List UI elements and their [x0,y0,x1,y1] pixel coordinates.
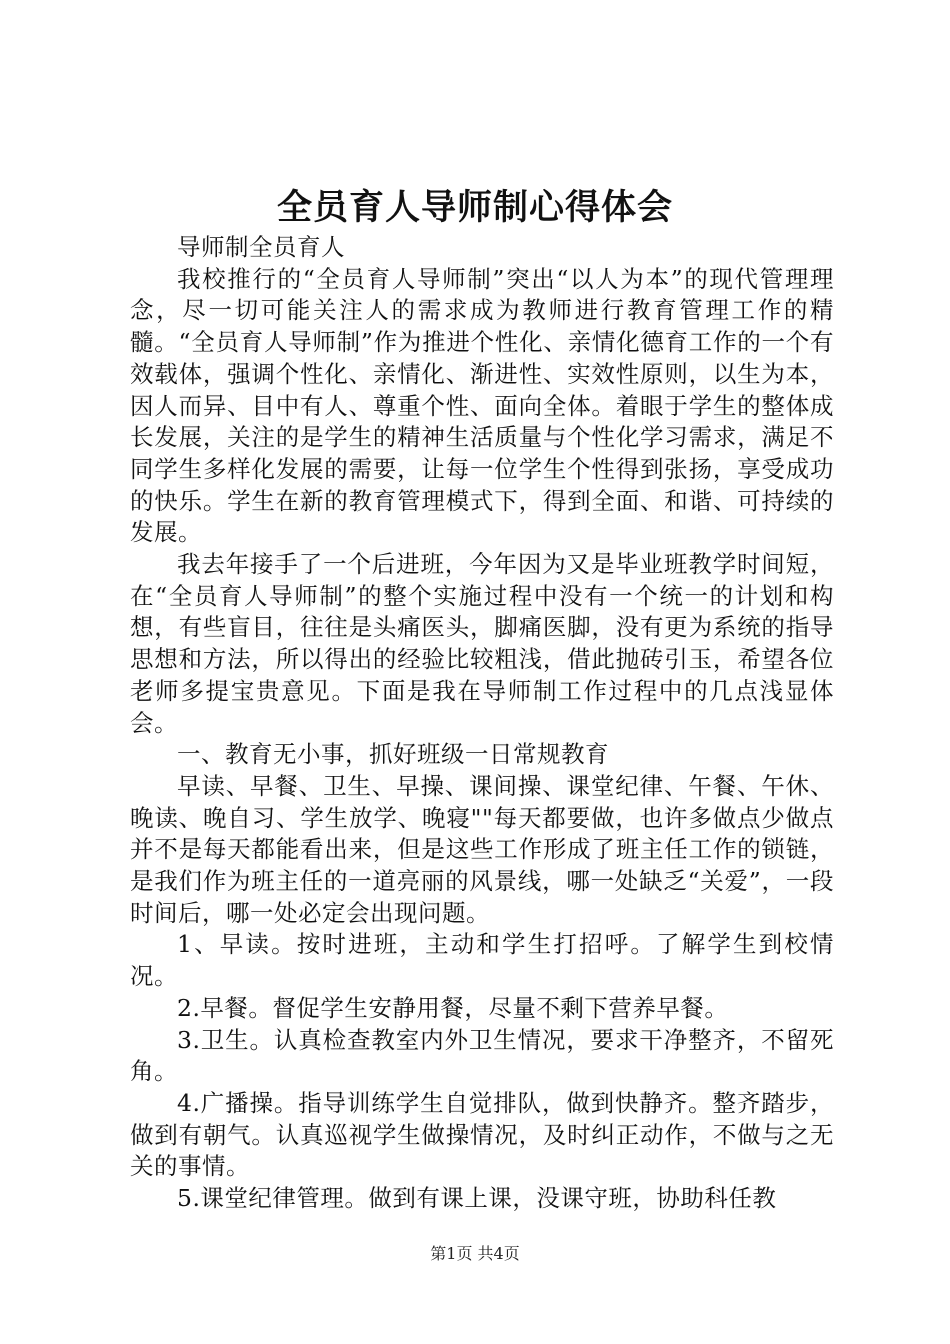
list-item-breakfast: 2.早餐。督促学生安静用餐，尽量不剩下营养早餐。 [177,993,729,1022]
document-title: 全员育人导师制心得体会 [276,188,673,228]
page-footer: 第1页 共4页 [430,1244,520,1263]
section-heading-1: 一、教育无小事，抓好班级一日常规教育 [177,740,609,769]
paragraph-subtitle: 导师制全员育人 [177,233,345,261]
paragraph-intro: 我校推行的“全员育人导师制”突出“以人为本”的现代管理理念，尽一切可能关注人的需求成为教师进行教育管理工作的精髓。“全员育人导师制”作为推进个性化、亲情化德育工作的一个有效载体，强调个性化、亲情化、渐进性、实效性原则，以生为本，因人而异、目中有人、尊重个性、面向全体。着眼于学生的整体成长发展，关注的是学生的精神生活质量与个性化学习需求，满足不同学生多样化发展的需要，让每一位学生个性得到张扬，享受成功的快乐。学生在新的教育管理模式下，得到全面、和谐、可持续的发展。 [130,264,834,547]
list-item-hygiene: 3.卫生。认真检查教室内外卫生情况，要求干净整齐，不留死角。 [130,1025,834,1086]
list-item-morning-reading: 1、早读。按时进班，主动和学生打招呼。了解学生到校情况。 [130,930,834,991]
paragraph-background: 我去年接手了一个后进班，今年因为又是毕业班教学时间短，在“全员育人导师制”的整个实施过程中没有一个统一的计划和构想，有些盲目，往往是头痛医头，脚痛医脚，没有更为系统的指导思想和方法，所以得出的经验比较粗浅，借此抛砖引玉，希望各位老师多提宝贵意见。下面是我在导师制工作过程中的几点浅显体会。 [130,550,834,737]
document-body [130,232,834,1215]
paragraph-routine: 早读、早餐、卫生、早操、课间操、课堂纪律、午餐、午休、晚读、晚自习、学生放学、晚寝""每天都要做，也许多做点少做点并不是每天都能看出来，但是这些工作形成了班主任工作的锁链，是我们作为班主任的一道亮丽的风景线，哪一处缺乏“关爱”，一段时间后，哪一处必定会出现问题。 [130,771,834,927]
list-item-classroom-discipline: 5.课堂纪律管理。做到有课上课，没课守班，协助科任教 [177,1184,777,1213]
list-item-exercise: 4.广播操。指导训练学生自觉排队，做到快静齐。整齐踏步，做到有朝气。认真巡视学生做操情况，及时纠正动作，不做与之无关的事情。 [130,1088,834,1181]
